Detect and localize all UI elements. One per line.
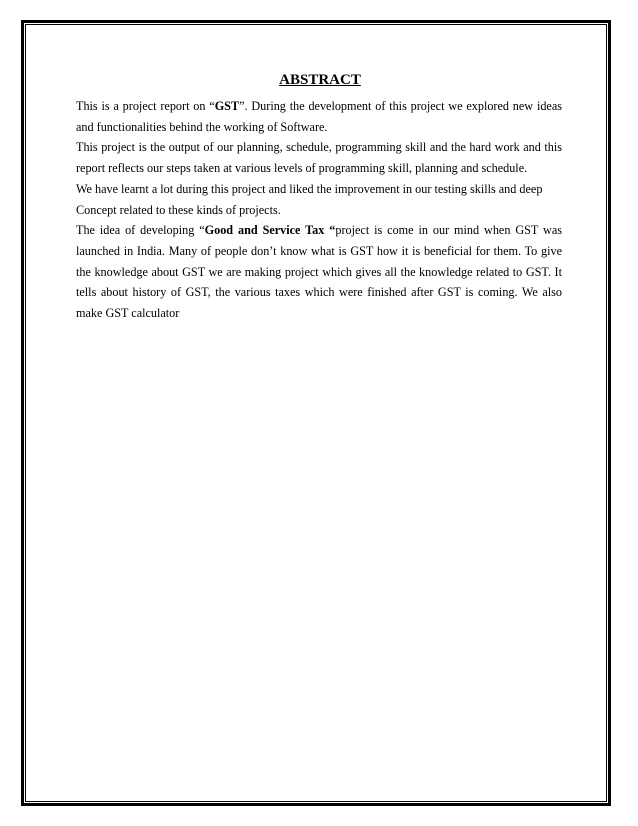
bold-text-run: Good and Service Tax “ [204, 223, 336, 238]
text-run: This is a project report on “ [76, 99, 215, 113]
paragraph-line: This project is the output of our planning, schedule, programming skill and the hard work and this [76, 140, 562, 155]
paragraph-line: Concept related to these kinds of projects. [76, 202, 281, 217]
bold-text-run: GST [214, 99, 240, 113]
text-run: The idea of developing “ [76, 223, 205, 238]
paragraph-line [76, 220, 562, 241]
paragraph-line: report reflects our steps taken at various levels of programming skill, planning and schedule. [76, 161, 528, 176]
text-run: ”. During the development of this project we explored new ideas [239, 99, 562, 113]
paragraph-line [76, 96, 562, 117]
text-run: project is come in our mind when GST was [335, 223, 563, 238]
paragraph-line: the knowledge about GST we are making project which gives all the knowledge related to GST. It [76, 264, 562, 279]
document-title: ABSTRACT [279, 72, 361, 88]
paragraph-line: tells about history of GST, the various taxes which were finished after GST is coming. We also [76, 285, 562, 300]
paragraph-line: make GST calculator [76, 306, 180, 321]
paragraph-line: We have learnt a lot during this project and liked the improvement in our testing skills and deep [76, 181, 543, 196]
paragraph-line: launched in India. Many of people don’t know what is GST how it is beneficial for them. To give [76, 243, 562, 258]
document-body [76, 70, 562, 324]
paragraph-line: and functionalities behind the working of Software. [76, 119, 328, 134]
